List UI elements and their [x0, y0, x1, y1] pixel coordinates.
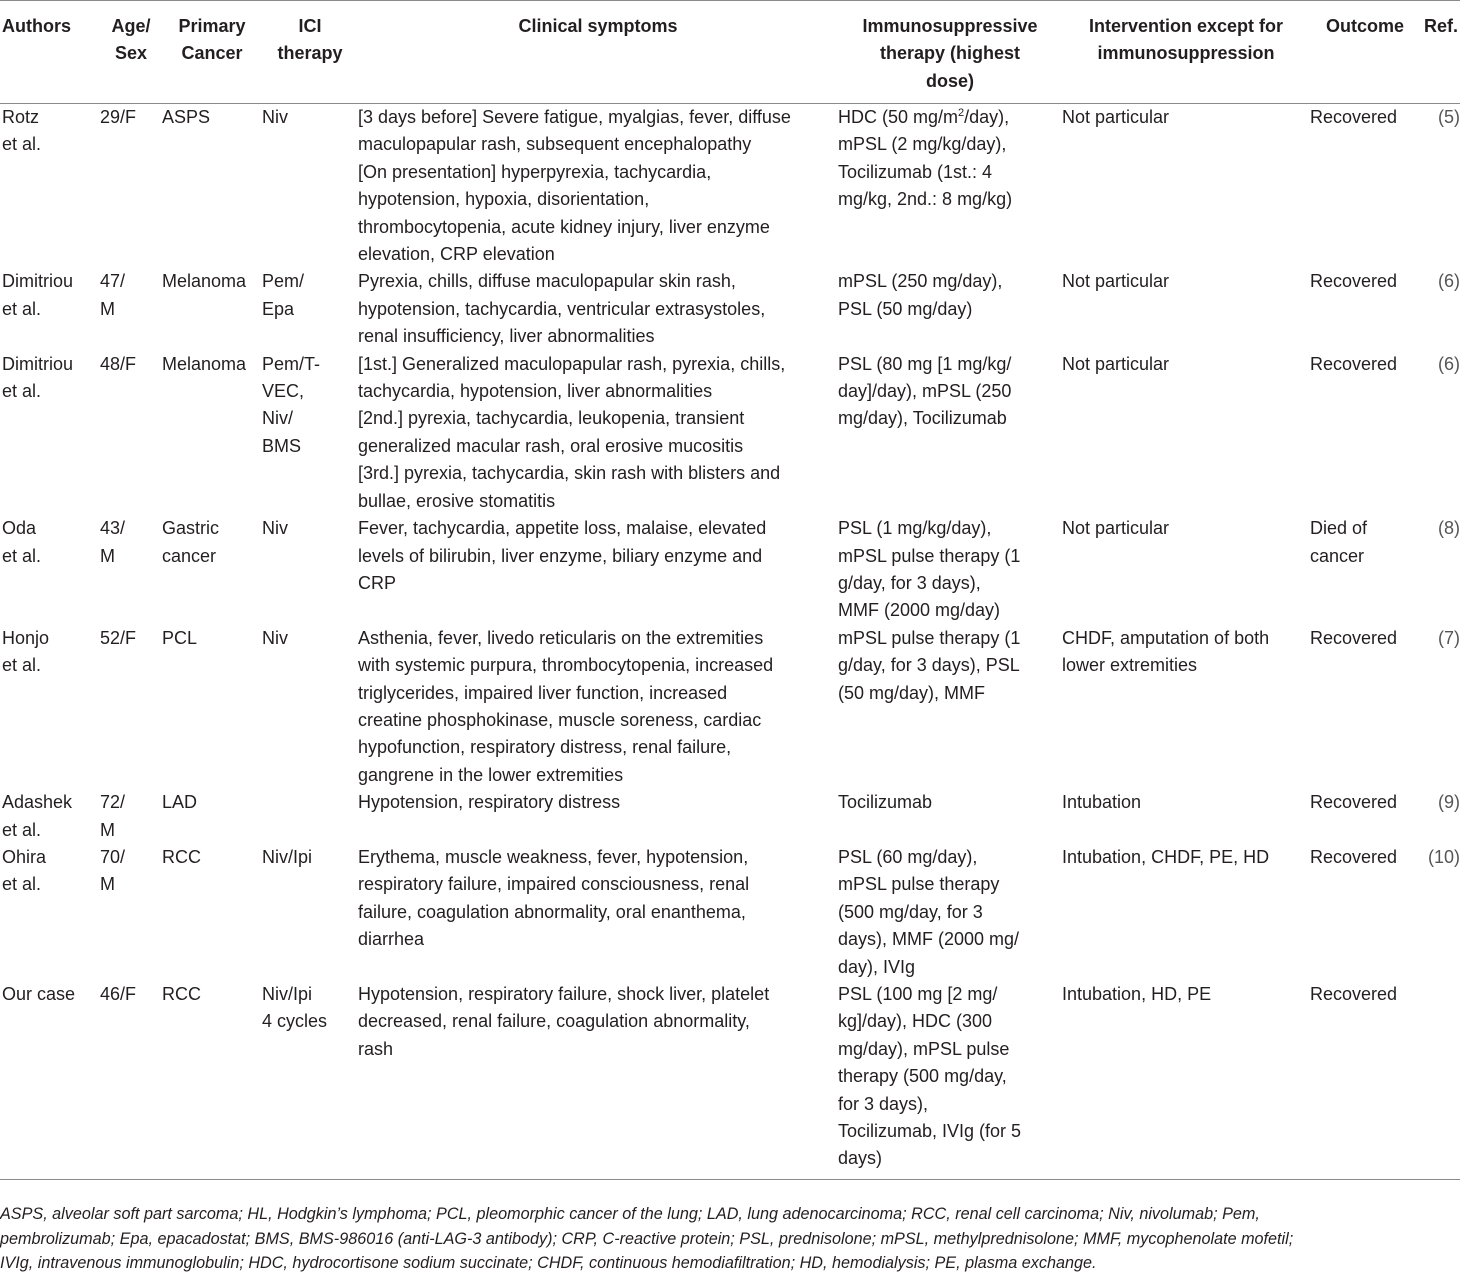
cell-ici: Pem/T- VEC, Niv/ BMS — [262, 353, 321, 456]
table-row — [0, 789, 1460, 844]
header-intervention: Intervention except for immunosuppression — [1062, 1, 1310, 104]
cell-cancer: Melanoma — [162, 353, 247, 374]
table-row — [0, 625, 1460, 789]
cell-age-sex: 72/ M — [100, 792, 126, 840]
cell-therapy: PSL (80 mg [1 mg/kg/ day]/day), mPSL (250 mg/day), Tocilizumab — [838, 353, 1012, 429]
cell-outcome: Recovered — [1310, 846, 1398, 867]
cell-therapy: mPSL pulse therapy (1 g/day, for 3 days), PSL (50 mg/day), MMF — [838, 627, 1021, 703]
cell-therapy: mPSL (250 mg/day), PSL (50 mg/day) — [838, 271, 1003, 319]
header-immunosuppressive-therapy: Immunosuppressive therapy (highest dose) — [838, 1, 1062, 104]
cell-authors: Adashek et al. — [2, 792, 73, 840]
header-age-sex: Age/ Sex — [100, 1, 162, 104]
cell-age-sex: 48/F — [100, 353, 137, 374]
cell-symptoms: Pyrexia, chills, diffuse maculopapular skin rash, hypotension, tachycardia, ventricular extrasystoles, renal insufficiency, liver abnormalities — [358, 271, 766, 347]
cell-age-sex: 47/ M — [100, 271, 126, 319]
cell-cancer: ASPS — [162, 107, 211, 127]
therapy-part-b: /day), mPSL (2 mg/kg/day), Tocilizumab (1st.: 4 mg/kg, 2nd.: 8 mg/kg) — [838, 107, 1013, 210]
cell-therapy: Tocilizumab — [838, 792, 933, 813]
cell-ref: (6) — [1438, 353, 1460, 374]
cell-intervention: Intubation, HD, PE — [1062, 981, 1310, 1179]
table-row — [0, 981, 1460, 1179]
cell-therapy: PSL (1 mg/kg/day), mPSL pulse therapy (1 g/day, for 3 days), MMF (2000 mg/day) — [838, 518, 1021, 621]
cell-intervention: Intubation, CHDF, PE, HD — [1062, 846, 1270, 867]
cell-authors: Dimitriou et al. — [2, 271, 74, 319]
cell-ref: (5) — [1438, 107, 1460, 127]
header-row — [0, 1, 1460, 104]
cell-symptoms: Hypotension, respiratory failure, shock liver, platelet decreased, renal failure, coagulation abnormality, rash — [358, 981, 838, 1179]
cell-ici: Niv/Ipi — [262, 846, 313, 867]
cell-outcome: Recovered — [1310, 353, 1398, 374]
cell-therapy: PSL (60 mg/day), mPSL pulse therapy (500 mg/day, for 3 days), MMF (2000 mg/ day), IVIg — [838, 846, 1020, 977]
cell-cancer: Gastric cancer — [162, 518, 220, 566]
cell-ici: Niv/Ipi 4 cycles — [262, 981, 358, 1179]
header-ref: Ref. — [1420, 1, 1460, 104]
cell-intervention: Not particular — [1062, 353, 1170, 374]
table-row — [0, 104, 1460, 269]
cell-authors: Honjo et al. — [2, 627, 50, 676]
cell-ref — [1420, 981, 1460, 1179]
cell-symptoms: [1st.] Generalized maculopapular rash, pyrexia, chills, tachycardia, hypotension, liver abnormalities [2nd.] pyrexia, tachycardia, leukopenia, transient generalized macular rash, oral erosive mucositis [3rd.] pyrexia, tachycardia, skin rash with blisters and bullae, erosive stomatitis — [358, 353, 786, 511]
cell-outcome: Recovered — [1310, 792, 1398, 813]
cell-symptoms: Hypotension, respiratory distress — [358, 792, 621, 813]
cell-ref: (10) — [1427, 846, 1460, 867]
cell-outcome: Recovered — [1310, 107, 1398, 127]
cell-intervention: Not particular — [1062, 518, 1170, 539]
header-ici-therapy: ICI therapy — [262, 1, 358, 104]
cell-ici: Niv — [262, 107, 288, 127]
cell-ref: (6) — [1438, 271, 1460, 292]
therapy-part-a: HDC (50 mg/m — [838, 107, 959, 127]
header-authors: Authors — [0, 1, 100, 104]
cell-cancer: Melanoma — [162, 271, 247, 292]
cell-cancer: RCC — [162, 846, 201, 867]
header-primary-cancer: Primary Cancer — [162, 1, 262, 104]
cell-therapy — [838, 104, 1062, 269]
cell-cancer: RCC — [162, 981, 262, 1179]
cell-age-sex: 29/F — [100, 107, 137, 127]
cell-authors: Ohira et al. — [2, 846, 47, 895]
cell-intervention: CHDF, amputation of both lower extremities — [1062, 627, 1270, 676]
cell-age-sex: 52/F — [100, 627, 137, 648]
cell-age-sex: 70/ M — [100, 846, 126, 895]
cell-ref: (9) — [1438, 792, 1460, 813]
cell-symptoms: Asthenia, fever, livedo reticularis on the extremities with systemic purpura, thrombocytopenia, increased triglycerides, impaired liver function, increased creatine phosphokinase, muscle soreness, cardiac hypofunction, respiratory distress, renal failure, gangrene in the lower extremities — [358, 627, 774, 785]
cell-authors: Rotz et al. — [2, 107, 42, 155]
cell-cancer: LAD — [162, 792, 198, 813]
cell-cancer: PCL — [162, 627, 198, 648]
cell-age-sex: 43/ M — [100, 518, 126, 566]
superscript-2: 2 — [958, 107, 965, 119]
cell-symptoms: [3 days before] Severe fatigue, myalgias, fever, diffuse maculopapular rash, subsequent encephalopathy [On presentation] hyperpyrexia, tachycardia, hypotension, hypoxia, disorientation, thrombocytopenia, acute kidney injury, liver enzyme elevation, CRP elevation — [358, 107, 791, 265]
cell-ici — [262, 789, 358, 844]
table-row — [0, 268, 1460, 350]
cell-authors: Dimitriou et al. — [2, 353, 74, 402]
header-outcome: Outcome — [1310, 1, 1420, 104]
cell-ici: Niv — [262, 518, 288, 539]
table-row — [0, 351, 1460, 515]
cell-ref: (8) — [1438, 518, 1460, 539]
cell-authors: Our case — [0, 981, 100, 1179]
cell-ici: Niv — [262, 627, 288, 648]
table-row — [0, 844, 1460, 981]
table-footnote: ASPS, alveolar soft part sarcoma; HL, Hodgkin’s lymphoma; PCL, pleomorphic cancer of the lung; LAD, lung adenocarcinoma; RCC, renal cell carcinoma; Niv, nivolumab; Pem, pembrolizumab; Epa, epacadostat; BMS, BMS-986016 (anti-LAG-3 antibody); CRP, C-reactive protein; PSL, prednisolone; mPSL, methylprednisolone; MMF, mycophenolate mofetil; IVIg, intravenous immunoglobulin; HDC, hydrocortisone sodium succinate; CHDF, continuous hemodiafiltration; HD, hemodialysis; PE, plasma exchange. — [0, 1205, 1294, 1273]
cell-ici: Pem/ Epa — [262, 271, 305, 319]
cell-symptoms: Erythema, muscle weakness, fever, hypotension, respiratory failure, impaired consciousness, renal failure, coagulation abnormality, oral enanthema, diarrhea — [358, 846, 750, 950]
table-row — [0, 515, 1460, 625]
cell-therapy: PSL (100 mg [2 mg/ kg]/day), HDC (300 mg/day), mPSL pulse therapy (500 mg/day, for 3 days), Tocilizumab, IVIg (for 5 days) — [838, 981, 1062, 1179]
cell-ref: (7) — [1438, 627, 1460, 648]
cell-outcome: Died of cancer — [1310, 518, 1368, 566]
cell-outcome: Recovered — [1310, 271, 1398, 292]
cell-intervention: Not particular — [1062, 107, 1170, 127]
cell-symptoms: Fever, tachycardia, appetite loss, malaise, elevated levels of bilirubin, liver enzyme, biliary enzyme and CRP — [358, 518, 767, 593]
cell-intervention: Intubation — [1062, 792, 1142, 813]
cell-outcome: Recovered — [1310, 627, 1398, 648]
cell-outcome: Recovered — [1310, 981, 1420, 1179]
cell-intervention: Not particular — [1062, 271, 1170, 292]
cell-authors: Oda et al. — [2, 518, 42, 566]
cell-age-sex: 46/F — [100, 981, 162, 1179]
header-clinical-symptoms: Clinical symptoms — [358, 1, 838, 104]
